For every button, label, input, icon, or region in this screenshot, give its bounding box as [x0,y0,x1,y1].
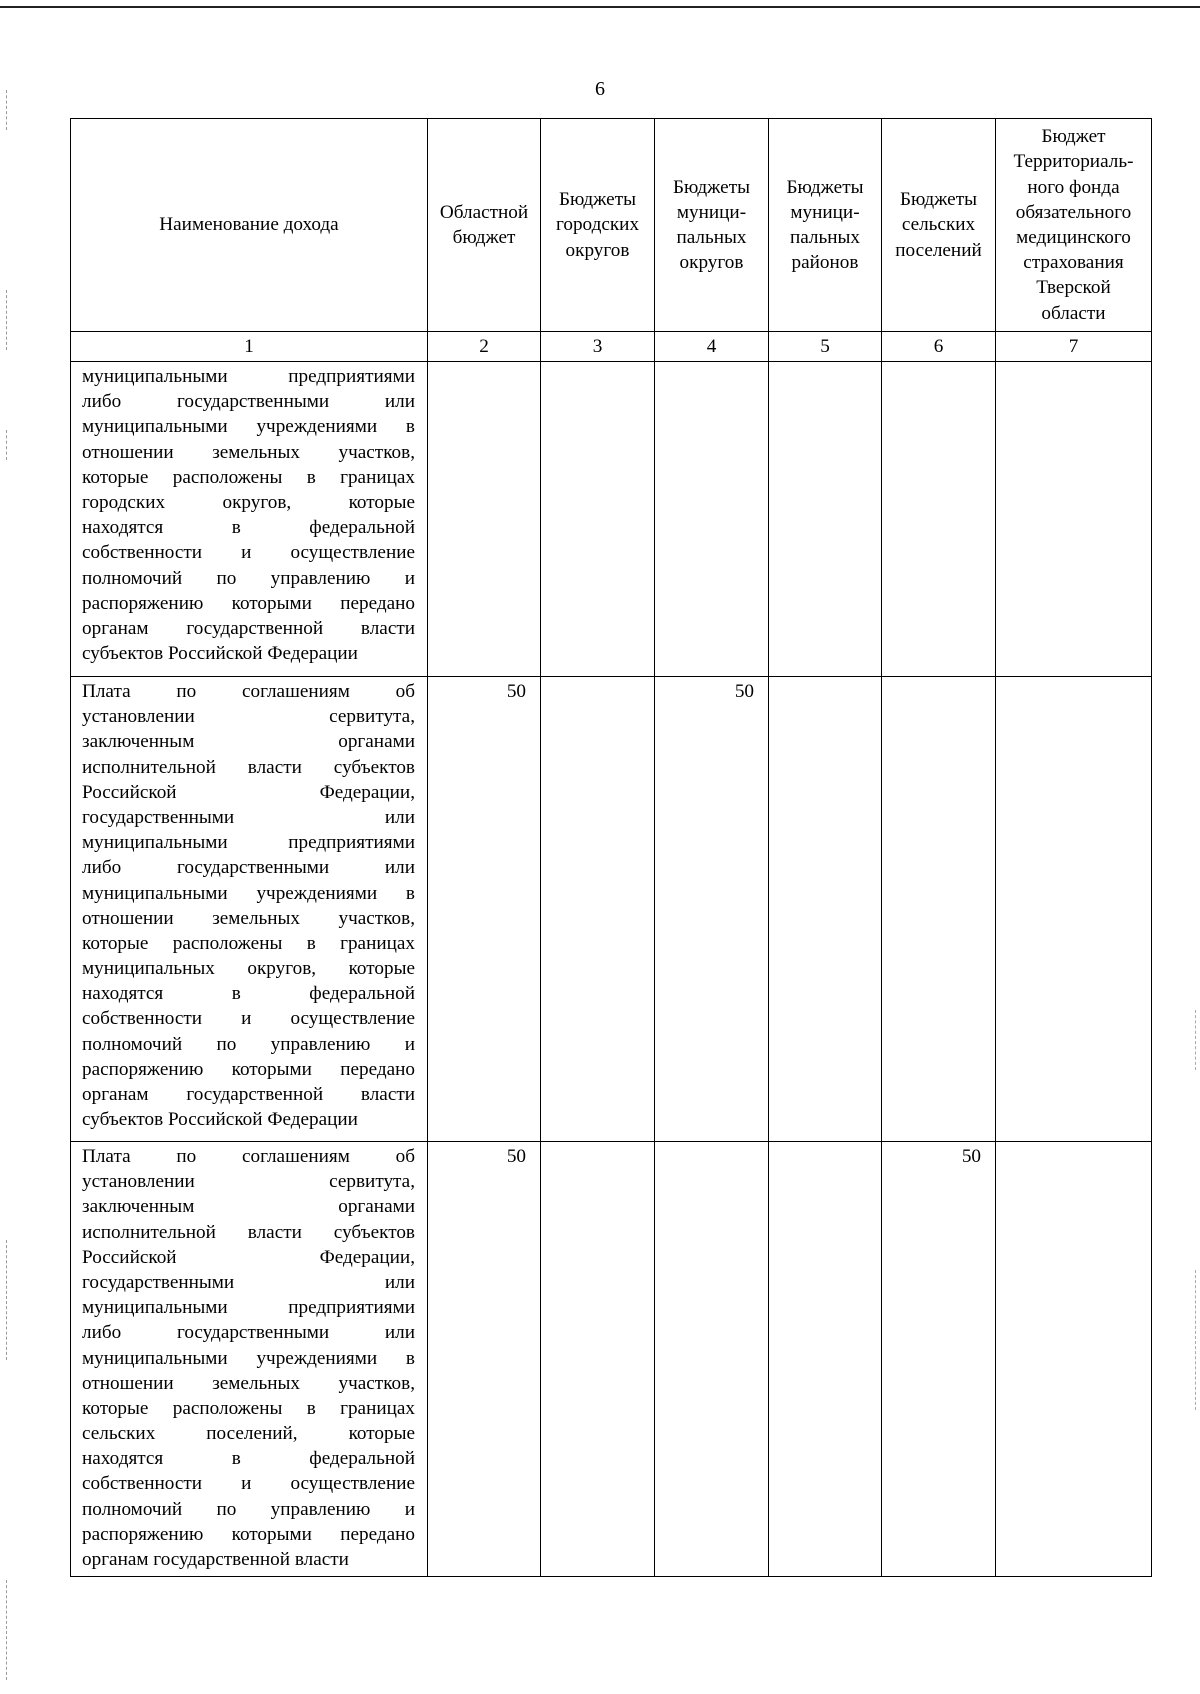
scan-margin-mark [6,1580,7,1680]
column-header-line: бюджет [452,227,516,248]
income-name-line: полномочий по управлению и [82,1498,415,1520]
column-header-line: ного фонда [1027,176,1120,198]
column-header-line: Бюджеты [559,189,636,211]
column-number: 7 [996,332,1152,362]
income-name-line: Плата по соглашениям об [82,1146,415,1167]
value-cell [428,362,541,677]
column-header-line: Областной [439,201,529,223]
column-header [655,119,769,332]
column-number: 1 [71,332,428,362]
column-number-row [71,332,1152,362]
income-name-line: либо государственными или [82,391,415,413]
column-header [541,119,655,332]
income-name-line: органам государственной власти [82,617,415,639]
income-name-line: Российской Федерации, [82,1246,415,1268]
column-header [996,119,1152,332]
income-name-line: либо государственными или [82,857,415,879]
income-name-line: муниципальных округов, которые [82,958,415,980]
column-number: 4 [655,332,769,362]
income-name-cell [71,677,428,1142]
column-number: 6 [882,332,996,362]
column-header-line: муници- [790,201,860,223]
column-header-line: медицинского [1016,227,1131,248]
income-name-line: сельских поселений, которые [82,1423,415,1445]
value-cell [996,1142,1152,1577]
value-cell [655,1142,769,1577]
income-name-line: субъектов Российской Федерации [82,1109,358,1131]
value-cell [769,362,882,677]
income-name-line: субъектов Российской Федерации [82,643,358,665]
value-cell [882,362,996,677]
column-header-line: Наименование дохода [159,214,339,236]
income-name-cell [71,362,428,677]
column-number: 3 [541,332,655,362]
column-header-line: страхования [1023,252,1124,274]
income-name-line: находятся в федеральной [82,983,415,1005]
column-number: 5 [769,332,882,362]
income-name-line: установлении сервитута, [82,706,415,728]
income-name-line: муниципальными предприятиями [82,366,415,387]
column-header-line: обязательного [1015,201,1132,223]
scan-margin-mark [6,1240,7,1360]
income-name-line: отношении земельных участков, [82,907,415,929]
column-header-line: пальных [789,227,861,248]
income-name-line: распоряжению которыми передано [82,1058,415,1080]
income-name-line: установлении сервитута, [82,1171,415,1193]
income-name-line: муниципальными учреждениями в [82,1347,415,1369]
table-row [71,1142,1152,1577]
income-name-line: органам государственной власти [82,1549,349,1570]
income-name-line: отношении земельных участков, [82,1372,415,1394]
scan-margin-mark [1195,1010,1196,1070]
scan-edge-line [0,6,1200,8]
column-number: 2 [428,332,541,362]
value-cell [769,677,882,1142]
value-cell: 50 [882,1142,996,1577]
column-header-line: Бюджет [1041,126,1106,148]
value-cell [541,1142,655,1577]
table-row [71,677,1152,1142]
column-header-line: городских [555,214,640,236]
column-header-line: пальных [676,227,747,248]
income-name-line: муниципальными предприятиями [82,832,415,854]
income-name-line: органам государственной власти [82,1084,415,1105]
column-header-line: Бюджеты [673,176,750,198]
column-header-line: Бюджеты [900,189,977,211]
column-header-line: Территориаль- [1013,151,1134,173]
value-cell [541,677,655,1142]
column-header-line: сельских [901,214,976,236]
income-name-line: исполнительной власти субъектов [82,1221,415,1243]
column-header [882,119,996,332]
income-name-line: полномочий по управлению и [82,1033,415,1055]
value-cell [769,1142,882,1577]
column-header-line: поселений [895,239,982,261]
column-header-line: муници- [676,201,747,223]
column-header [769,119,882,332]
income-name-line: находятся в федеральной [82,1448,415,1470]
value-cell: 50 [655,677,769,1142]
value-cell [655,362,769,677]
scan-margin-mark [6,290,7,350]
income-name-line: собственности и осуществление [82,542,415,564]
income-name-line: муниципальными учреждениями в [82,882,415,904]
column-header [71,119,428,332]
income-distribution-table [70,118,1152,1577]
income-name-line: либо государственными или [82,1322,415,1344]
value-cell [996,362,1152,677]
income-name-line: распоряжению которыми передано [82,1523,415,1545]
column-header-line: округов [565,239,630,261]
income-name-line: муниципальными предприятиями [82,1297,415,1319]
value-cell: 50 [428,677,541,1142]
income-name-line: городских округов, которые [82,491,415,513]
income-name-line: которые расположены в границах [82,1397,415,1419]
income-name-line: которые расположены в границах [82,466,415,488]
value-cell: 50 [428,1142,541,1577]
income-name-line: собственности и осуществление [82,1473,415,1495]
table-row [71,362,1152,677]
column-header [428,119,541,332]
scan-margin-mark [6,430,7,460]
income-name-line: которые расположены в границах [82,932,415,954]
column-header-line: Бюджеты [786,176,864,198]
value-cell [541,362,655,677]
column-header-line: области [1041,302,1106,324]
header-row [71,119,1152,332]
value-cell [882,677,996,1142]
income-name-line: исполнительной власти субъектов [82,756,415,778]
page-number: 6 [595,78,605,100]
column-header-line: районов [791,252,859,274]
income-name-line: распоряжению которыми передано [82,592,415,614]
income-name-line: собственности и осуществление [82,1008,415,1030]
income-name-line: заключенным органами [82,731,415,753]
column-header-line: Тверской [1036,277,1111,299]
income-name-line: заключенным органами [82,1196,415,1218]
income-name-line: отношении земельных участков, [82,441,415,463]
column-header-line: округов [679,252,744,274]
income-name-line: государственными или [82,1271,415,1293]
income-name-line: находятся в федеральной [82,517,415,539]
income-name-line: муниципальными учреждениями в [82,416,415,438]
value-cell [996,677,1152,1142]
scan-margin-mark [1195,1270,1196,1410]
income-name-cell [71,1142,428,1577]
income-name-line: государственными или [82,806,415,828]
income-name-line: Плата по соглашениям об [82,681,415,702]
income-name-line: Российской Федерации, [82,781,415,803]
income-name-line: полномочий по управлению и [82,567,415,589]
